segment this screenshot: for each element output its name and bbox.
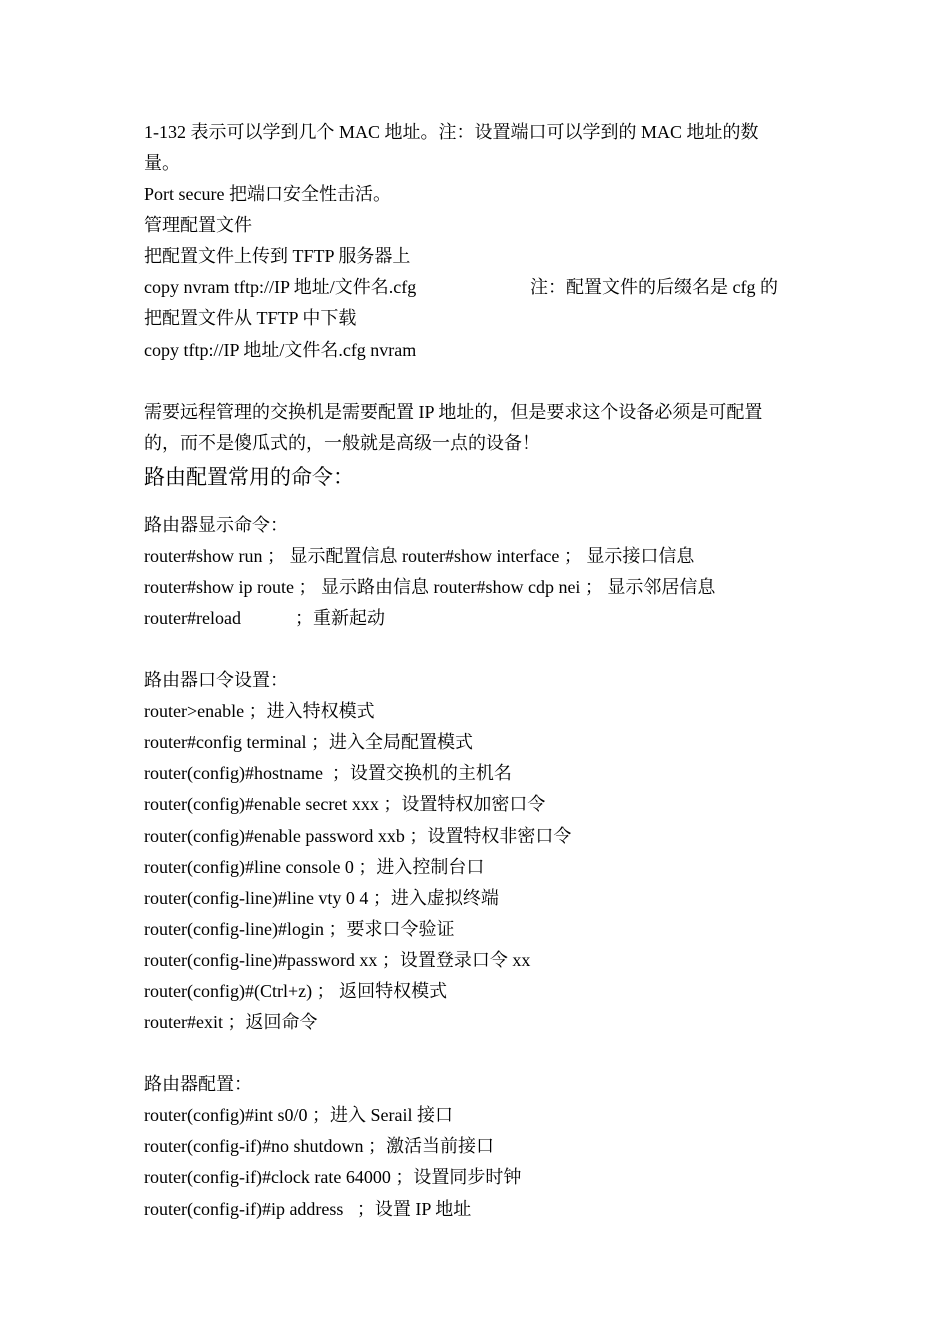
password-section-title: 路由器口令设置： <box>144 670 288 690</box>
password-line-6: router(config)#line console 0 ；进入控制台口 <box>144 857 485 877</box>
intro-line-3: Port secure 把端口安全性击活。 <box>144 184 391 204</box>
intro-line-2: 量。 <box>144 153 180 173</box>
config-line-1: router(config)#int s0/0 ；进入 Serail 接口 <box>144 1105 453 1125</box>
intro-line-5: 把配置文件上传到 TFTP 服务器上 <box>144 246 411 266</box>
show-section-title: 路由器显示命令： <box>144 515 288 535</box>
password-line-3: router(config)#hostname ；设置交换机的主机名 <box>144 763 512 783</box>
intro-line-4: 管理配置文件 <box>144 215 252 235</box>
password-line-7: router(config-line)#line vty 0 4 ；进入虚拟终端 <box>144 888 499 908</box>
show-line-1: router#show run ； 显示配置信息 router#show interface ； 显示接口信息 <box>144 546 695 566</box>
router-commands-heading: 路由配置常用的命令： <box>144 465 354 489</box>
config-line-2: router(config-if)#no shutdown ；激活当前接口 <box>144 1136 494 1156</box>
remote-line-2: 的，而不是傻瓜式的，一般就是高级一点的设备！ <box>144 433 540 453</box>
password-line-8: router(config-line)#login ；要求口令验证 <box>144 919 455 939</box>
password-line-4: router(config)#enable secret xxx ；设置特权加密口令 <box>144 794 546 814</box>
intro-line-7: 把配置文件从 TFTP 中下载 <box>144 308 357 328</box>
config-section-title: 路由器配置： <box>144 1074 252 1094</box>
intro-line-6-note: 注：配置文件的后缀名是 cfg 的 <box>530 277 778 297</box>
password-line-10: router(config)#(Ctrl+z) ； 返回特权模式 <box>144 981 448 1001</box>
password-line-2: router#config terminal ；进入全局配置模式 <box>144 732 473 752</box>
password-line-5: router(config)#enable password xxb ；设置特权非密口令 <box>144 826 572 846</box>
intro-line-6: copy nvram tftp://IP 地址/文件名.cfg <box>144 277 417 297</box>
remote-line-1: 需要远程管理的交换机是需要配置 IP 地址的，但是要求这个设备必须是可配置 <box>144 402 763 422</box>
config-line-3: router(config-if)#clock rate 64000 ；设置同步时钟 <box>144 1167 522 1187</box>
show-line-3: router#reload ；重新起动 <box>144 608 385 628</box>
password-line-1: router>enable ；进入特权模式 <box>144 701 375 721</box>
show-line-2: router#show ip route ； 显示路由信息 router#show cdp nei ； 显示邻居信息 <box>144 577 716 597</box>
password-line-11: router#exit ；返回命令 <box>144 1012 318 1032</box>
config-line-4: router(config-if)#ip address ；设置 IP 地址 <box>144 1199 472 1219</box>
password-line-9: router(config-line)#password xx ；设置登录口令 xx <box>144 950 531 970</box>
intro-line-8: copy tftp://IP 地址/文件名.cfg nvram <box>144 340 417 360</box>
intro-line-1: 1-132 表示可以学到几个 MAC 地址。注：设置端口可以学到的 MAC 地址的数 <box>144 122 759 142</box>
